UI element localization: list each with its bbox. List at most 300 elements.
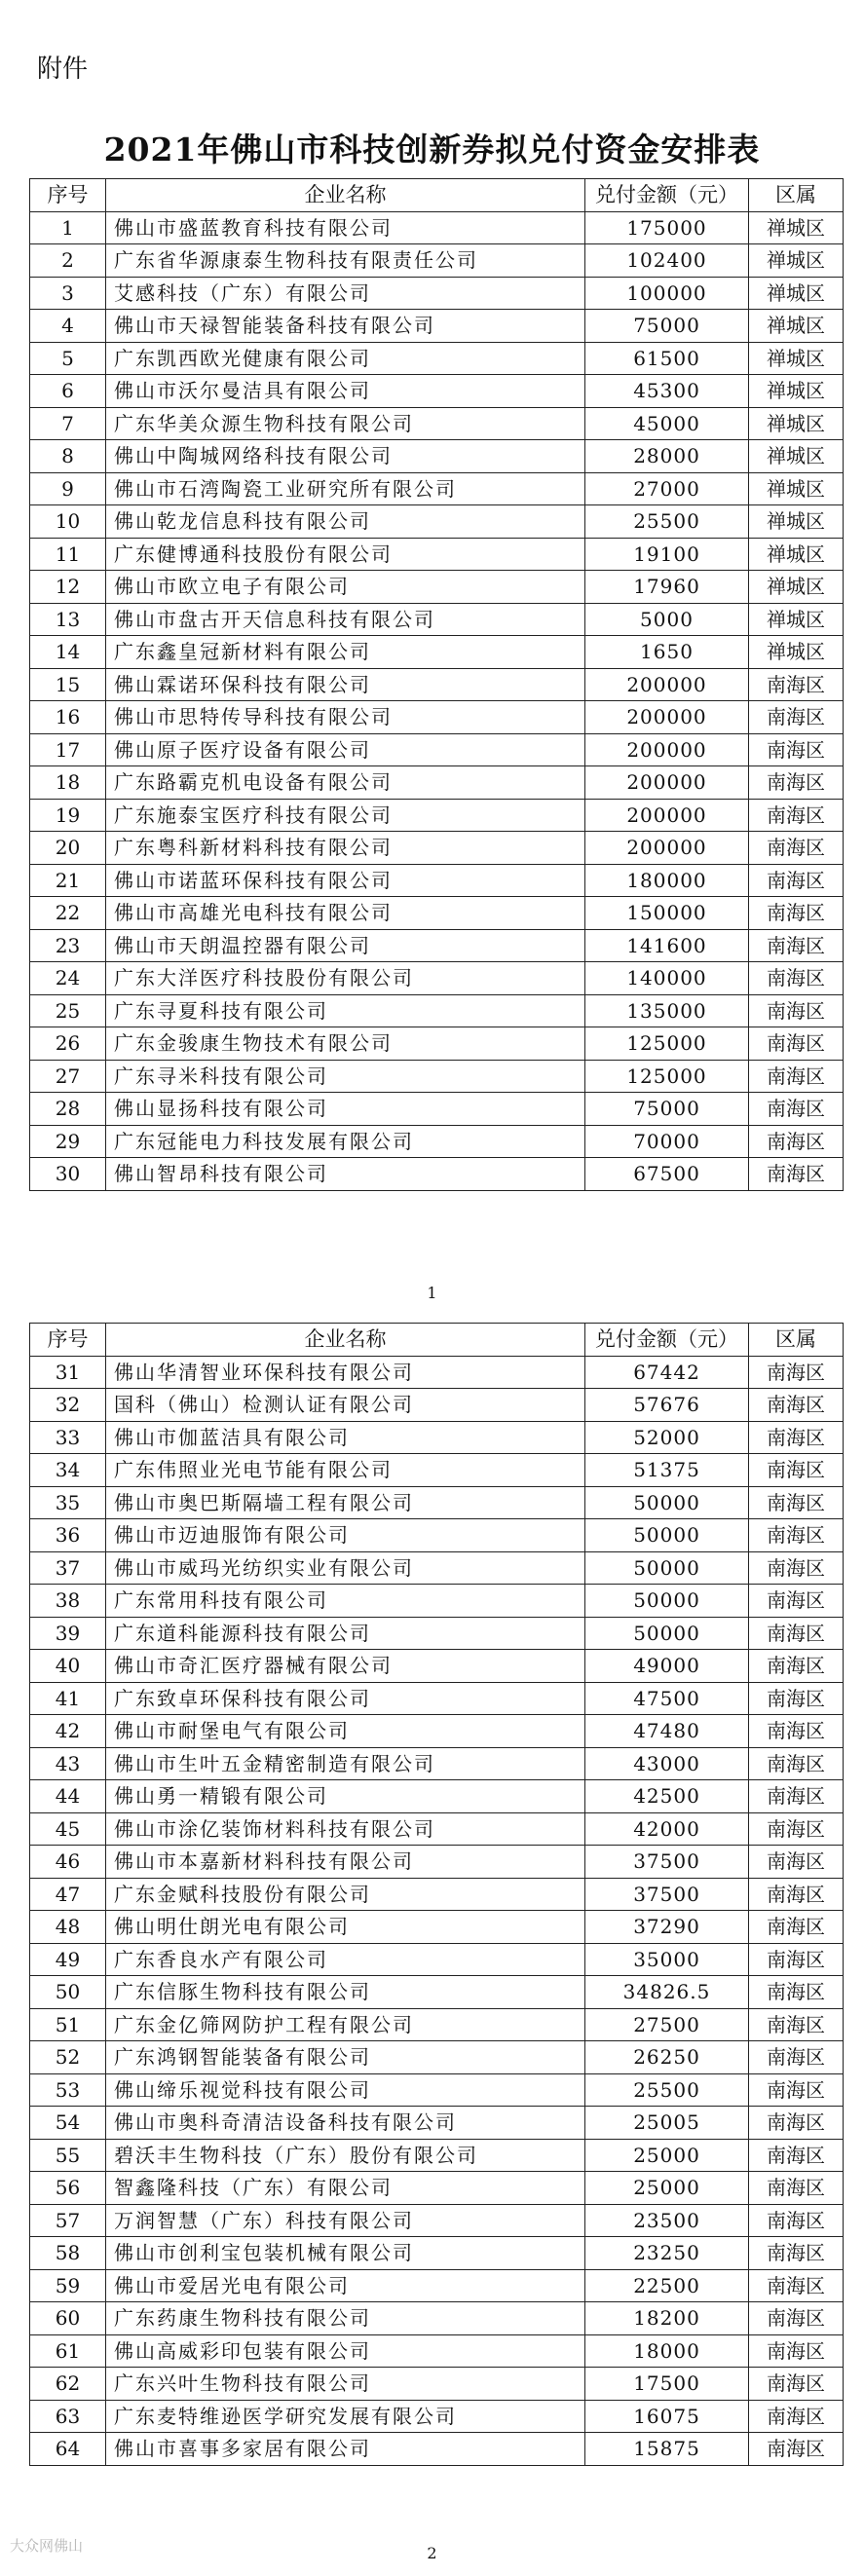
company-name: 佛山市爱居光电有限公司 — [106, 2269, 585, 2302]
watermark: 大众网佛山 — [10, 2537, 84, 2555]
company-name: 佛山华清智业环保科技有限公司 — [106, 1356, 585, 1389]
attachment-label: 附件 — [37, 55, 89, 84]
row-number: 1 — [30, 211, 106, 244]
amount: 50000 — [585, 1585, 749, 1618]
table-row — [30, 342, 844, 375]
company-name: 广东金骏康生物技术有限公司 — [106, 1027, 585, 1061]
allocation-table-page-1 — [29, 178, 844, 1191]
amount: 50000 — [585, 1486, 749, 1519]
amount: 1650 — [585, 636, 749, 669]
amount: 15875 — [585, 2433, 749, 2466]
district: 南海区 — [749, 2433, 844, 2466]
district: 禅城区 — [749, 342, 844, 375]
row-number: 12 — [30, 571, 106, 604]
district: 禅城区 — [749, 407, 844, 440]
table-row — [30, 375, 844, 408]
row-number: 18 — [30, 766, 106, 800]
company-name: 佛山市耐堡电气有限公司 — [106, 1715, 585, 1748]
district: 南海区 — [749, 1812, 844, 1846]
row-number: 34 — [30, 1454, 106, 1487]
district: 南海区 — [749, 1780, 844, 1813]
amount: 175000 — [585, 211, 749, 244]
district: 南海区 — [749, 2107, 844, 2140]
district: 禅城区 — [749, 310, 844, 343]
amount: 19100 — [585, 538, 749, 571]
table-row — [30, 1060, 844, 1093]
company-name: 智鑫隆科技（广东）有限公司 — [106, 2172, 585, 2205]
district: 南海区 — [749, 2302, 844, 2335]
company-name: 佛山市思特传导科技有限公司 — [106, 701, 585, 734]
district: 南海区 — [749, 1715, 844, 1748]
row-number: 26 — [30, 1027, 106, 1061]
amount: 200000 — [585, 701, 749, 734]
amount: 45000 — [585, 407, 749, 440]
table-row — [30, 1682, 844, 1715]
company-name: 佛山市沃尔曼洁具有限公司 — [106, 375, 585, 408]
table-row — [30, 244, 844, 278]
company-name: 广东健博通科技股份有限公司 — [106, 538, 585, 571]
table-row — [30, 1780, 844, 1813]
amount: 47480 — [585, 1715, 749, 1748]
amount: 125000 — [585, 1060, 749, 1093]
company-name: 佛山市奥科奇清洁设备科技有限公司 — [106, 2107, 585, 2140]
table-row — [30, 929, 844, 962]
company-name: 广东施泰宝医疗科技有限公司 — [106, 799, 585, 832]
row-number: 64 — [30, 2433, 106, 2466]
company-name: 国科（佛山）检测认证有限公司 — [106, 1389, 585, 1422]
table-row — [30, 1486, 844, 1519]
row-number: 3 — [30, 277, 106, 310]
company-name: 佛山市本嘉新材料科技有限公司 — [106, 1846, 585, 1879]
header-no: 序号 — [30, 1324, 106, 1357]
company-name: 广东冠能电力科技发展有限公司 — [106, 1125, 585, 1158]
amount: 200000 — [585, 733, 749, 766]
row-number: 19 — [30, 799, 106, 832]
district: 禅城区 — [749, 538, 844, 571]
table-row — [30, 2400, 844, 2433]
row-number: 45 — [30, 1812, 106, 1846]
row-number: 59 — [30, 2269, 106, 2302]
district: 南海区 — [749, 864, 844, 897]
company-name: 广东凯西欧光健康有限公司 — [106, 342, 585, 375]
header-district: 区属 — [749, 1324, 844, 1357]
table-row — [30, 310, 844, 343]
amount: 23250 — [585, 2237, 749, 2270]
amount: 16075 — [585, 2400, 749, 2433]
header-amount: 兑付金额（元） — [585, 179, 749, 212]
amount: 23500 — [585, 2204, 749, 2237]
district: 南海区 — [749, 2368, 844, 2401]
table-row — [30, 668, 844, 701]
table-row — [30, 538, 844, 571]
company-name: 碧沃丰生物科技（广东）股份有限公司 — [106, 2139, 585, 2172]
district: 禅城区 — [749, 211, 844, 244]
table-row — [30, 2008, 844, 2041]
table-row — [30, 2368, 844, 2401]
row-number: 44 — [30, 1780, 106, 1813]
table-row — [30, 472, 844, 505]
row-number: 50 — [30, 1976, 106, 2009]
row-number: 17 — [30, 733, 106, 766]
page-number: 2 — [427, 2544, 437, 2562]
company-name: 佛山原子医疗设备有限公司 — [106, 733, 585, 766]
amount: 5000 — [585, 603, 749, 636]
district: 禅城区 — [749, 472, 844, 505]
company-name: 广东鑫皇冠新材料有限公司 — [106, 636, 585, 669]
amount: 125000 — [585, 1027, 749, 1061]
table-row — [30, 1389, 844, 1422]
row-number: 56 — [30, 2172, 106, 2205]
district: 南海区 — [749, 994, 844, 1027]
table-row — [30, 897, 844, 930]
company-name: 广东金亿筛网防护工程有限公司 — [106, 2008, 585, 2041]
row-number: 37 — [30, 1551, 106, 1585]
table-row — [30, 505, 844, 539]
company-name: 广东寻米科技有限公司 — [106, 1060, 585, 1093]
allocation-table-page-2 — [29, 1323, 844, 2466]
row-number: 27 — [30, 1060, 106, 1093]
district: 南海区 — [749, 766, 844, 800]
table-row — [30, 603, 844, 636]
row-number: 51 — [30, 2008, 106, 2041]
district: 南海区 — [749, 2400, 844, 2433]
amount: 50000 — [585, 1519, 749, 1552]
company-name: 佛山中陶城网络科技有限公司 — [106, 440, 585, 473]
company-name: 广东路霸克机电设备有限公司 — [106, 766, 585, 800]
amount: 27000 — [585, 472, 749, 505]
row-number: 60 — [30, 2302, 106, 2335]
amount: 42500 — [585, 1780, 749, 1813]
amount: 45300 — [585, 375, 749, 408]
amount: 50000 — [585, 1551, 749, 1585]
table-row — [30, 1846, 844, 1879]
company-name: 广东大洋医疗科技股份有限公司 — [106, 962, 585, 995]
district: 南海区 — [749, 1682, 844, 1715]
amount: 141600 — [585, 929, 749, 962]
district: 南海区 — [749, 2204, 844, 2237]
row-number: 48 — [30, 1911, 106, 1944]
company-name: 佛山市创利宝包装机械有限公司 — [106, 2237, 585, 2270]
amount: 102400 — [585, 244, 749, 278]
page-number: 1 — [427, 1284, 437, 1302]
company-name: 佛山显扬科技有限公司 — [106, 1093, 585, 1126]
company-name: 广东致卓环保科技有限公司 — [106, 1682, 585, 1715]
amount: 75000 — [585, 310, 749, 343]
table-row — [30, 1421, 844, 1454]
amount: 25005 — [585, 2107, 749, 2140]
row-number: 53 — [30, 2073, 106, 2107]
row-number: 4 — [30, 310, 106, 343]
amount: 52000 — [585, 1421, 749, 1454]
table-row — [30, 962, 844, 995]
row-number: 5 — [30, 342, 106, 375]
district: 南海区 — [749, 832, 844, 865]
row-number: 8 — [30, 440, 106, 473]
district: 南海区 — [749, 1421, 844, 1454]
amount: 75000 — [585, 1093, 749, 1126]
row-number: 46 — [30, 1846, 106, 1879]
district: 南海区 — [749, 1585, 844, 1618]
district: 南海区 — [749, 2237, 844, 2270]
amount: 140000 — [585, 962, 749, 995]
amount: 17960 — [585, 571, 749, 604]
table-row — [30, 1911, 844, 1944]
page-title: 2021年佛山市科技创新券拟兑付资金安排表 — [103, 131, 761, 168]
amount: 27500 — [585, 2008, 749, 2041]
amount: 42000 — [585, 1812, 749, 1846]
company-name: 佛山市喜事多家居有限公司 — [106, 2433, 585, 2466]
district: 南海区 — [749, 1125, 844, 1158]
row-number: 61 — [30, 2334, 106, 2368]
district: 禅城区 — [749, 603, 844, 636]
company-name: 佛山霖诺环保科技有限公司 — [106, 668, 585, 701]
district: 南海区 — [749, 1911, 844, 1944]
district: 南海区 — [749, 701, 844, 734]
row-number: 21 — [30, 864, 106, 897]
amount: 26250 — [585, 2041, 749, 2074]
district: 南海区 — [749, 1158, 844, 1191]
district: 南海区 — [749, 2334, 844, 2368]
row-number: 47 — [30, 1878, 106, 1911]
table-row — [30, 733, 844, 766]
amount: 100000 — [585, 277, 749, 310]
district: 南海区 — [749, 1650, 844, 1683]
table-row — [30, 799, 844, 832]
district: 南海区 — [749, 1356, 844, 1389]
amount: 43000 — [585, 1747, 749, 1780]
company-name: 广东伟照业光电节能有限公司 — [106, 1454, 585, 1487]
amount: 200000 — [585, 799, 749, 832]
table-row — [30, 1027, 844, 1061]
district: 南海区 — [749, 962, 844, 995]
table-row — [30, 2073, 844, 2107]
row-number: 39 — [30, 1617, 106, 1650]
table-row — [30, 2041, 844, 2074]
district: 禅城区 — [749, 636, 844, 669]
company-name: 佛山市石湾陶瓷工业研究所有限公司 — [106, 472, 585, 505]
company-name: 佛山市威玛光纺织实业有限公司 — [106, 1551, 585, 1585]
row-number: 22 — [30, 897, 106, 930]
table-row — [30, 1976, 844, 2009]
company-name: 广东金赋科技股份有限公司 — [106, 1878, 585, 1911]
row-number: 2 — [30, 244, 106, 278]
row-number: 54 — [30, 2107, 106, 2140]
amount: 18200 — [585, 2302, 749, 2335]
table-row — [30, 1551, 844, 1585]
district: 南海区 — [749, 1060, 844, 1093]
district: 禅城区 — [749, 244, 844, 278]
row-number: 38 — [30, 1585, 106, 1618]
table-row — [30, 1158, 844, 1191]
table-row — [30, 2107, 844, 2140]
district: 南海区 — [749, 1943, 844, 1976]
company-name: 广东寻夏科技有限公司 — [106, 994, 585, 1027]
table-row — [30, 1650, 844, 1683]
table-row — [30, 2433, 844, 2466]
company-name: 广东鸿钢智能装备有限公司 — [106, 2041, 585, 2074]
district: 南海区 — [749, 1878, 844, 1911]
district: 南海区 — [749, 1519, 844, 1552]
table-row — [30, 1519, 844, 1552]
company-name: 广东常用科技有限公司 — [106, 1585, 585, 1618]
row-number: 7 — [30, 407, 106, 440]
amount: 22500 — [585, 2269, 749, 2302]
row-number: 6 — [30, 375, 106, 408]
header-amount: 兑付金额（元） — [585, 1324, 749, 1357]
row-number: 28 — [30, 1093, 106, 1126]
table-row — [30, 407, 844, 440]
table-row — [30, 440, 844, 473]
company-name: 广东华美众源生物科技有限公司 — [106, 407, 585, 440]
amount: 25500 — [585, 2073, 749, 2107]
company-name: 广东麦特维逊医学研究发展有限公司 — [106, 2400, 585, 2433]
row-number: 35 — [30, 1486, 106, 1519]
row-number: 62 — [30, 2368, 106, 2401]
company-name: 佛山市奇汇医疗器械有限公司 — [106, 1650, 585, 1683]
company-name: 广东道科能源科技有限公司 — [106, 1617, 585, 1650]
company-name: 广东香良水产有限公司 — [106, 1943, 585, 1976]
row-number: 10 — [30, 505, 106, 539]
header-company: 企业名称 — [106, 1324, 585, 1357]
row-number: 52 — [30, 2041, 106, 2074]
row-number: 49 — [30, 1943, 106, 1976]
row-number: 13 — [30, 603, 106, 636]
table-row — [30, 2237, 844, 2270]
row-number: 24 — [30, 962, 106, 995]
row-number: 57 — [30, 2204, 106, 2237]
district: 南海区 — [749, 799, 844, 832]
row-number: 29 — [30, 1125, 106, 1158]
row-number: 58 — [30, 2237, 106, 2270]
district: 禅城区 — [749, 375, 844, 408]
row-number: 30 — [30, 1158, 106, 1191]
district: 南海区 — [749, 668, 844, 701]
company-name: 佛山市迈迪服饰有限公司 — [106, 1519, 585, 1552]
amount: 200000 — [585, 766, 749, 800]
amount: 34826.5 — [585, 1976, 749, 2009]
company-name: 广东兴叶生物科技有限公司 — [106, 2368, 585, 2401]
table-row — [30, 2139, 844, 2172]
amount: 37500 — [585, 1846, 749, 1879]
row-number: 32 — [30, 1389, 106, 1422]
district: 南海区 — [749, 2008, 844, 2041]
district: 禅城区 — [749, 505, 844, 539]
company-name: 万润智慧（广东）科技有限公司 — [106, 2204, 585, 2237]
district: 南海区 — [749, 1454, 844, 1487]
company-name: 佛山市生叶五金精密制造有限公司 — [106, 1747, 585, 1780]
amount: 200000 — [585, 668, 749, 701]
row-number: 11 — [30, 538, 106, 571]
row-number: 40 — [30, 1650, 106, 1683]
amount: 25000 — [585, 2139, 749, 2172]
table-row — [30, 832, 844, 865]
amount: 18000 — [585, 2334, 749, 2368]
district: 南海区 — [749, 2041, 844, 2074]
amount: 70000 — [585, 1125, 749, 1158]
row-number: 20 — [30, 832, 106, 865]
district: 南海区 — [749, 2269, 844, 2302]
company-name: 佛山市盛蓝教育科技有限公司 — [106, 211, 585, 244]
district: 南海区 — [749, 1846, 844, 1879]
table-row — [30, 2334, 844, 2368]
district: 南海区 — [749, 1093, 844, 1126]
amount: 51375 — [585, 1454, 749, 1487]
row-number: 16 — [30, 701, 106, 734]
company-name: 佛山市天禄智能装备科技有限公司 — [106, 310, 585, 343]
table-row — [30, 1812, 844, 1846]
table-header-row — [30, 1324, 844, 1357]
amount: 67442 — [585, 1356, 749, 1389]
table-row — [30, 1585, 844, 1618]
district: 禅城区 — [749, 277, 844, 310]
table-row — [30, 636, 844, 669]
table-row — [30, 1617, 844, 1650]
district: 南海区 — [749, 733, 844, 766]
table-row — [30, 1356, 844, 1389]
amount: 61500 — [585, 342, 749, 375]
amount: 57676 — [585, 1389, 749, 1422]
company-name: 佛山高威彩印包装有限公司 — [106, 2334, 585, 2368]
company-name: 广东药康生物科技有限公司 — [106, 2302, 585, 2335]
row-number: 23 — [30, 929, 106, 962]
row-number: 41 — [30, 1682, 106, 1715]
table-row — [30, 701, 844, 734]
district: 南海区 — [749, 1027, 844, 1061]
row-number: 63 — [30, 2400, 106, 2433]
company-name: 佛山市天朗温控器有限公司 — [106, 929, 585, 962]
company-name: 佛山市伽蓝洁具有限公司 — [106, 1421, 585, 1454]
company-name: 广东粤科新材料科技有限公司 — [106, 832, 585, 865]
table-row — [30, 571, 844, 604]
amount: 25000 — [585, 2172, 749, 2205]
company-name: 佛山明仕朗光电有限公司 — [106, 1911, 585, 1944]
table-header-row — [30, 179, 844, 212]
header-company: 企业名称 — [106, 179, 585, 212]
district: 南海区 — [749, 2172, 844, 2205]
table-row — [30, 1093, 844, 1126]
district: 禅城区 — [749, 440, 844, 473]
district: 南海区 — [749, 1617, 844, 1650]
table-row — [30, 1454, 844, 1487]
row-number: 36 — [30, 1519, 106, 1552]
district: 南海区 — [749, 897, 844, 930]
district: 南海区 — [749, 1486, 844, 1519]
district: 南海区 — [749, 1389, 844, 1422]
amount: 180000 — [585, 864, 749, 897]
row-number: 14 — [30, 636, 106, 669]
table-row — [30, 2172, 844, 2205]
table-row — [30, 2204, 844, 2237]
company-name: 佛山智昂科技有限公司 — [106, 1158, 585, 1191]
row-number: 55 — [30, 2139, 106, 2172]
amount: 150000 — [585, 897, 749, 930]
amount: 50000 — [585, 1617, 749, 1650]
table-row — [30, 994, 844, 1027]
company-name: 佛山市欧立电子有限公司 — [106, 571, 585, 604]
company-name: 广东信豚生物科技有限公司 — [106, 1976, 585, 2009]
row-number: 15 — [30, 668, 106, 701]
row-number: 9 — [30, 472, 106, 505]
table-row — [30, 1125, 844, 1158]
table-row — [30, 1943, 844, 1976]
table-row — [30, 2269, 844, 2302]
table-row — [30, 1747, 844, 1780]
amount: 135000 — [585, 994, 749, 1027]
district: 南海区 — [749, 929, 844, 962]
table-row — [30, 277, 844, 310]
amount: 49000 — [585, 1650, 749, 1683]
row-number: 43 — [30, 1747, 106, 1780]
